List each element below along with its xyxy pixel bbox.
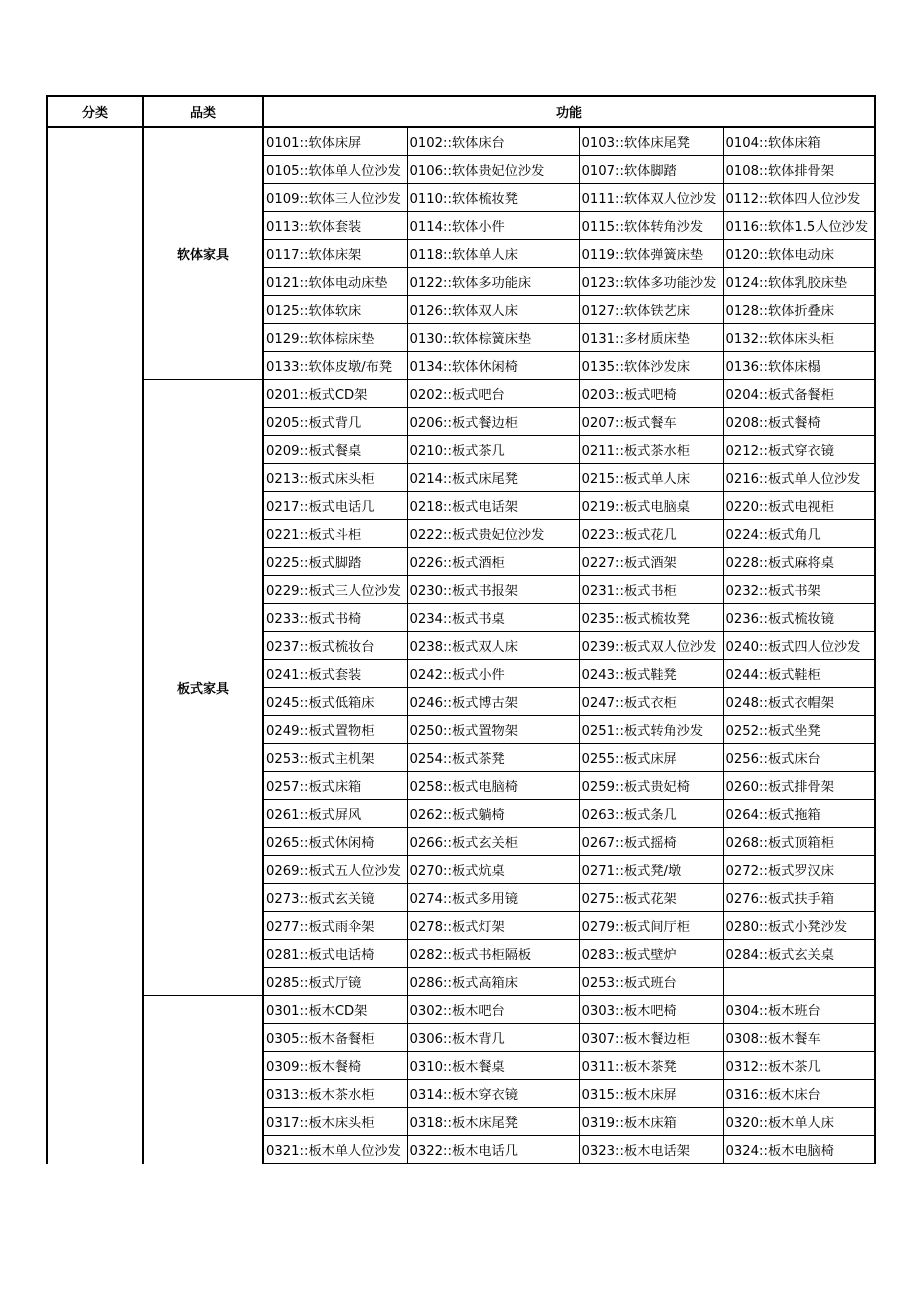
function-item-cell: 0265::板式休闲椅	[263, 828, 407, 856]
category-cell	[47, 127, 143, 1164]
function-item-cell: 0212::板式穿衣镜	[723, 436, 875, 464]
function-item-cell: 0259::板式贵妃椅	[579, 772, 723, 800]
table-row	[47, 996, 875, 1024]
function-item-cell: 0129::软体棕床垫	[263, 324, 407, 352]
function-item-cell: 0241::板式套装	[263, 660, 407, 688]
function-item-cell: 0222::板式贵妃位沙发	[407, 520, 579, 548]
function-item-cell: 0309::板木餐椅	[263, 1052, 407, 1080]
function-item-cell: 0302::板木吧台	[407, 996, 579, 1024]
header-function: 功能	[263, 96, 875, 127]
function-item-cell: 0280::板式小凳沙发	[723, 912, 875, 940]
header-category: 分类	[47, 96, 143, 127]
subcategory-cell: 软体家具	[143, 127, 263, 380]
function-item-cell: 0230::板式书报架	[407, 576, 579, 604]
function-item-cell: 0213::板式床头柜	[263, 464, 407, 492]
function-item-cell: 0135::软体沙发床	[579, 352, 723, 380]
function-item-cell: 0253::板式主机架	[263, 744, 407, 772]
function-item-cell: 0235::板式梳妆凳	[579, 604, 723, 632]
function-item-cell: 0252::板式坐凳	[723, 716, 875, 744]
function-item-cell: 0108::软体排骨架	[723, 156, 875, 184]
function-item-cell: 0111::软体双人位沙发	[579, 184, 723, 212]
function-item-cell: 0205::板式背几	[263, 408, 407, 436]
function-item-cell: 0274::板式多用镜	[407, 884, 579, 912]
function-item-cell: 0237::板式梳妆台	[263, 632, 407, 660]
function-item-cell: 0310::板木餐桌	[407, 1052, 579, 1080]
function-item-cell: 0226::板式酒柜	[407, 548, 579, 576]
function-item-cell: 0236::板式梳妆镜	[723, 604, 875, 632]
function-item-cell: 0101::软体床屏	[263, 127, 407, 156]
function-item-cell: 0243::板式鞋凳	[579, 660, 723, 688]
function-item-cell: 0231::板式书柜	[579, 576, 723, 604]
function-item-cell: 0130::软体棕簧床垫	[407, 324, 579, 352]
table-row	[47, 380, 875, 408]
function-item-cell: 0219::板式电脑桌	[579, 492, 723, 520]
function-item-cell: 0240::板式四人位沙发	[723, 632, 875, 660]
function-item-cell: 0308::板木餐车	[723, 1024, 875, 1052]
function-item-cell: 0242::板式小件	[407, 660, 579, 688]
function-item-cell: 0279::板式间厅柜	[579, 912, 723, 940]
function-item-cell: 0209::板式餐桌	[263, 436, 407, 464]
function-code-table	[46, 95, 876, 1164]
function-item-cell: 0286::板式高箱床	[407, 968, 579, 996]
function-item-cell	[723, 968, 875, 996]
function-item-cell: 0245::板式低箱床	[263, 688, 407, 716]
function-item-cell: 0277::板式雨伞架	[263, 912, 407, 940]
function-item-cell: 0201::板式CD架	[263, 380, 407, 408]
function-item-cell: 0224::板式角几	[723, 520, 875, 548]
function-item-cell: 0233::板式书椅	[263, 604, 407, 632]
function-item-cell: 0127::软体铁艺床	[579, 296, 723, 324]
function-item-cell: 0257::板式床箱	[263, 772, 407, 800]
function-item-cell: 0284::板式玄关桌	[723, 940, 875, 968]
function-item-cell: 0223::板式花几	[579, 520, 723, 548]
function-item-cell: 0217::板式电话几	[263, 492, 407, 520]
function-item-cell: 0283::板式壁炉	[579, 940, 723, 968]
function-item-cell: 0272::板式罗汉床	[723, 856, 875, 884]
function-item-cell: 0316::板木床台	[723, 1080, 875, 1108]
function-item-cell: 0228::板式麻将桌	[723, 548, 875, 576]
function-item-cell: 0238::板式双人床	[407, 632, 579, 660]
function-item-cell: 0305::板木备餐柜	[263, 1024, 407, 1052]
function-item-cell: 0278::板式灯架	[407, 912, 579, 940]
function-item-cell: 0115::软体转角沙发	[579, 212, 723, 240]
function-item-cell: 0120::软体电动床	[723, 240, 875, 268]
function-item-cell: 0112::软体四人位沙发	[723, 184, 875, 212]
function-item-cell: 0247::板式衣柜	[579, 688, 723, 716]
function-item-cell: 0244::板式鞋柜	[723, 660, 875, 688]
table-row	[47, 127, 875, 156]
subcategory-cell	[143, 996, 263, 1164]
function-item-cell: 0317::板木床头柜	[263, 1108, 407, 1136]
function-item-cell: 0263::板式条几	[579, 800, 723, 828]
function-item-cell: 0105::软体单人位沙发	[263, 156, 407, 184]
function-item-cell: 0204::板式备餐柜	[723, 380, 875, 408]
function-item-cell: 0249::板式置物柜	[263, 716, 407, 744]
function-item-cell: 0322::板木电话几	[407, 1136, 579, 1164]
function-item-cell: 0318::板木床尾凳	[407, 1108, 579, 1136]
function-item-cell: 0268::板式顶箱柜	[723, 828, 875, 856]
function-item-cell: 0311::板木茶凳	[579, 1052, 723, 1080]
function-item-cell: 0270::板式炕桌	[407, 856, 579, 884]
function-item-cell: 0320::板木单人床	[723, 1108, 875, 1136]
function-item-cell: 0214::板式床尾凳	[407, 464, 579, 492]
function-item-cell: 0133::软体皮墩/布凳	[263, 352, 407, 380]
function-item-cell: 0225::板式脚踏	[263, 548, 407, 576]
function-item-cell: 0211::板式茶水柜	[579, 436, 723, 464]
function-item-cell: 0103::软体床尾凳	[579, 127, 723, 156]
function-item-cell: 0208::板式餐椅	[723, 408, 875, 436]
function-item-cell: 0281::板式电话椅	[263, 940, 407, 968]
function-item-cell: 0251::板式转角沙发	[579, 716, 723, 744]
function-item-cell: 0123::软体多功能沙发	[579, 268, 723, 296]
function-item-cell: 0323::板木电话架	[579, 1136, 723, 1164]
function-item-cell: 0131::多材质床垫	[579, 324, 723, 352]
function-item-cell: 0321::板木单人位沙发	[263, 1136, 407, 1164]
function-item-cell: 0285::板式厅镜	[263, 968, 407, 996]
function-item-cell: 0232::板式书架	[723, 576, 875, 604]
function-item-cell: 0306::板木背几	[407, 1024, 579, 1052]
function-item-cell: 0276::板式扶手箱	[723, 884, 875, 912]
function-item-cell: 0262::板式躺椅	[407, 800, 579, 828]
function-item-cell: 0206::板式餐边柜	[407, 408, 579, 436]
function-item-cell: 0215::板式单人床	[579, 464, 723, 492]
function-item-cell: 0116::软体1.5人位沙发	[723, 212, 875, 240]
function-item-cell: 0202::板式吧台	[407, 380, 579, 408]
function-item-cell: 0122::软体多功能床	[407, 268, 579, 296]
function-item-cell: 0114::软体小件	[407, 212, 579, 240]
function-item-cell: 0124::软体乳胶床垫	[723, 268, 875, 296]
function-item-cell: 0121::软体电动床垫	[263, 268, 407, 296]
function-item-cell: 0227::板式酒架	[579, 548, 723, 576]
function-item-cell: 0132::软体床头柜	[723, 324, 875, 352]
function-item-cell: 0304::板木班台	[723, 996, 875, 1024]
function-item-cell: 0250::板式置物架	[407, 716, 579, 744]
function-item-cell: 0248::板式衣帽架	[723, 688, 875, 716]
function-item-cell: 0314::板木穿衣镜	[407, 1080, 579, 1108]
function-item-cell: 0128::软体折叠床	[723, 296, 875, 324]
function-item-cell: 0324::板木电脑椅	[723, 1136, 875, 1164]
function-item-cell: 0271::板式凳/墩	[579, 856, 723, 884]
function-item-cell: 0261::板式屏风	[263, 800, 407, 828]
function-item-cell: 0134::软体休闲椅	[407, 352, 579, 380]
function-item-cell: 0216::板式单人位沙发	[723, 464, 875, 492]
function-item-cell: 0136::软体床榻	[723, 352, 875, 380]
function-item-cell: 0301::板木CD架	[263, 996, 407, 1024]
function-item-cell: 0221::板式斗柜	[263, 520, 407, 548]
function-item-cell: 0229::板式三人位沙发	[263, 576, 407, 604]
function-item-cell: 0255::板式床屏	[579, 744, 723, 772]
function-item-cell: 0107::软体脚踏	[579, 156, 723, 184]
header-row	[47, 96, 875, 127]
function-item-cell: 0109::软体三人位沙发	[263, 184, 407, 212]
function-item-cell: 0253::板式班台	[579, 968, 723, 996]
header-subcategory: 品类	[143, 96, 263, 127]
function-item-cell: 0218::板式电话架	[407, 492, 579, 520]
function-item-cell: 0246::板式博古架	[407, 688, 579, 716]
function-item-cell: 0210::板式茶几	[407, 436, 579, 464]
function-item-cell: 0106::软体贵妃位沙发	[407, 156, 579, 184]
function-item-cell: 0102::软体床台	[407, 127, 579, 156]
function-item-cell: 0307::板木餐边柜	[579, 1024, 723, 1052]
function-item-cell: 0267::板式摇椅	[579, 828, 723, 856]
function-item-cell: 0220::板式电视柜	[723, 492, 875, 520]
function-item-cell: 0254::板式茶凳	[407, 744, 579, 772]
function-item-cell: 0312::板木茶几	[723, 1052, 875, 1080]
function-item-cell: 0275::板式花架	[579, 884, 723, 912]
function-item-cell: 0256::板式床台	[723, 744, 875, 772]
function-item-cell: 0258::板式电脑椅	[407, 772, 579, 800]
function-item-cell: 0273::板式玄关镜	[263, 884, 407, 912]
function-item-cell: 0203::板式吧椅	[579, 380, 723, 408]
function-item-cell: 0207::板式餐车	[579, 408, 723, 436]
function-item-cell: 0113::软体套装	[263, 212, 407, 240]
function-item-cell: 0282::板式书柜隔板	[407, 940, 579, 968]
function-item-cell: 0126::软体双人床	[407, 296, 579, 324]
function-item-cell: 0104::软体床箱	[723, 127, 875, 156]
function-item-cell: 0117::软体床架	[263, 240, 407, 268]
function-item-cell: 0110::软体梳妆凳	[407, 184, 579, 212]
function-item-cell: 0260::板式排骨架	[723, 772, 875, 800]
function-item-cell: 0125::软体软床	[263, 296, 407, 324]
function-item-cell: 0315::板木床屏	[579, 1080, 723, 1108]
function-item-cell: 0266::板式玄关柜	[407, 828, 579, 856]
subcategory-cell: 板式家具	[143, 380, 263, 996]
function-item-cell: 0313::板木茶水柜	[263, 1080, 407, 1108]
function-item-cell: 0264::板式拖箱	[723, 800, 875, 828]
function-item-cell: 0319::板木床箱	[579, 1108, 723, 1136]
function-item-cell: 0118::软体单人床	[407, 240, 579, 268]
function-item-cell: 0234::板式书桌	[407, 604, 579, 632]
function-item-cell: 0269::板式五人位沙发	[263, 856, 407, 884]
function-item-cell: 0239::板式双人位沙发	[579, 632, 723, 660]
function-item-cell: 0119::软体弹簧床垫	[579, 240, 723, 268]
function-item-cell: 0303::板木吧椅	[579, 996, 723, 1024]
